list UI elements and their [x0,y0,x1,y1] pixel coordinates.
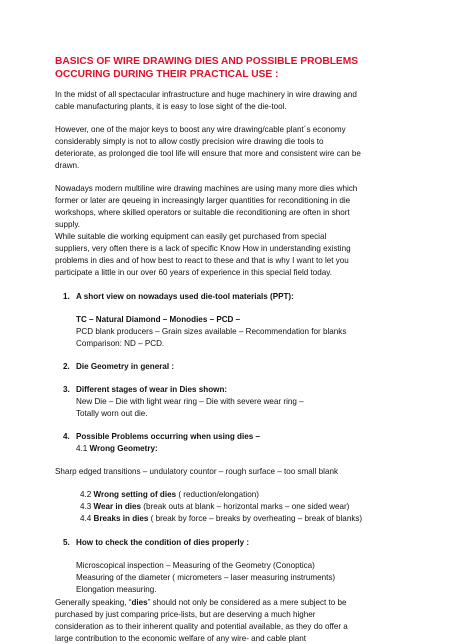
section-line: Measuring of the diameter ( micrometers – laser measuring instruments) [76,573,336,582]
subsection-text: (break outs at blank – horizontal marks – one sided wear) [141,502,350,511]
section-line: PCD blank producers – Grain sizes available – Recommendation for blanks [76,327,347,336]
subsection-heading [80,489,259,500]
paragraph-line: former or later are qeueing in increasingly larger quantities for reconditioning in die [55,196,351,205]
paragraph-line: participate a little in our over 60 years of experience in this special field today. [55,268,332,277]
section-number: 5. [63,538,70,547]
section-heading [63,291,294,302]
closing-line: purchased by just comparing price-lists, but are deserving a much higher [55,610,316,619]
section-number: 3. [63,385,70,394]
paragraph-line: problems in dies and of how best to react to these and that is why I want to let you [55,256,349,265]
intro-line: cable manufacturing plants, it is easy to lose sight of the die-tool. [55,102,287,111]
subsection-heading [76,443,158,454]
title-line: BASICS OF WIRE DRAWING DIES AND POSSIBLE PROBLEMS [55,56,359,67]
paragraph-line: deteriorate, as prolonged die tool life will ensure that more and consistent wire can be [55,149,361,158]
section-heading [63,431,260,442]
section-heading [63,361,174,372]
section-line: TC – Natural Diamond – Monodies – PCD – [76,315,241,324]
subsection-title: Wrong Geometry: [89,444,158,453]
closing-line [55,597,347,608]
subsection-title: Breaks in dies [93,514,149,523]
title-line: OCCURING DURING THEIR PRACTICAL USE : [55,69,279,80]
intro-line: In the midst of all spectacular infrastructure and huge machinery in wire drawing and [55,90,357,99]
closing-emphasis: dies [131,598,148,607]
closing-text: ” should not only be considered as a mere subject to be [147,598,347,607]
subsection-number: 4.1 [76,444,88,453]
paragraph-line: drawn. [55,161,80,170]
paragraph-line: workshops, where skilled operators or suitable die reconditioning are often in short [55,208,350,217]
section-heading [63,384,227,395]
closing-line: large contribution to the economic welfare of any wire- and cable plant [55,634,307,643]
subsection-text: ( break by force – breaks by overheating – break of blanks) [148,514,363,523]
section-title: Different stages of wear in Dies shown: [76,385,228,394]
section-number: 1. [63,292,70,301]
subsection-text: ( reduction/elongation) [176,490,259,499]
section-number: 2. [63,362,70,371]
section-heading [63,537,249,548]
subsection-heading [80,501,349,512]
section-line: Totally worn out die. [76,409,148,418]
subsection-number: 4.4 [80,514,92,523]
section-title: How to check the condition of dies properly : [76,538,250,547]
section-line: New Die – Die with light wear ring – Die with severe wear ring – [76,397,304,406]
section-title: A short view on nowadays used die-tool materials (PPT): [76,292,294,301]
paragraph-line: While suitable die working equipment can easily get purchased from special [55,232,327,241]
subsection-number: 4.3 [80,502,92,511]
subsection-title: Wear in dies [93,502,142,511]
section-line: Elongation measuring. [76,585,157,594]
subsection-heading [80,513,362,524]
paragraph-line: Nowadays modern multiline wire drawing machines are using many more dies which [55,184,358,193]
section-line: Sharp edged transitions – undulatory countor – rough surface – too small blank [55,467,339,476]
closing-line: consideration as to their inherent quality and potential available, as they do offer a [55,622,348,631]
section-line: Microscopical inspection – Measuring of the Geometry (Conoptica) [76,561,315,570]
document-title [55,55,415,81]
section-line: Comparison: ND – PCD. [76,339,165,348]
section-number: 4. [63,432,70,441]
paragraph-line: considerably simply is not to allow costly precision wire drawing die tools to [55,137,324,146]
paragraph-line: However, one of the major keys to boost any wire drawing/cable plant´s economy [55,125,346,134]
closing-text: Generally speaking, “ [55,598,132,607]
subsection-number: 4.2 [80,490,92,499]
subsection-title: Wrong setting of dies [93,490,177,499]
section-title: Die Geometry in general : [76,362,175,371]
paragraph-line: suppliers, very often there is a lack of specific Know How in understanding existing [55,244,351,253]
paragraph-line: supply. [55,220,81,229]
section-title: Possible Problems occurring when using dies – [76,432,260,441]
